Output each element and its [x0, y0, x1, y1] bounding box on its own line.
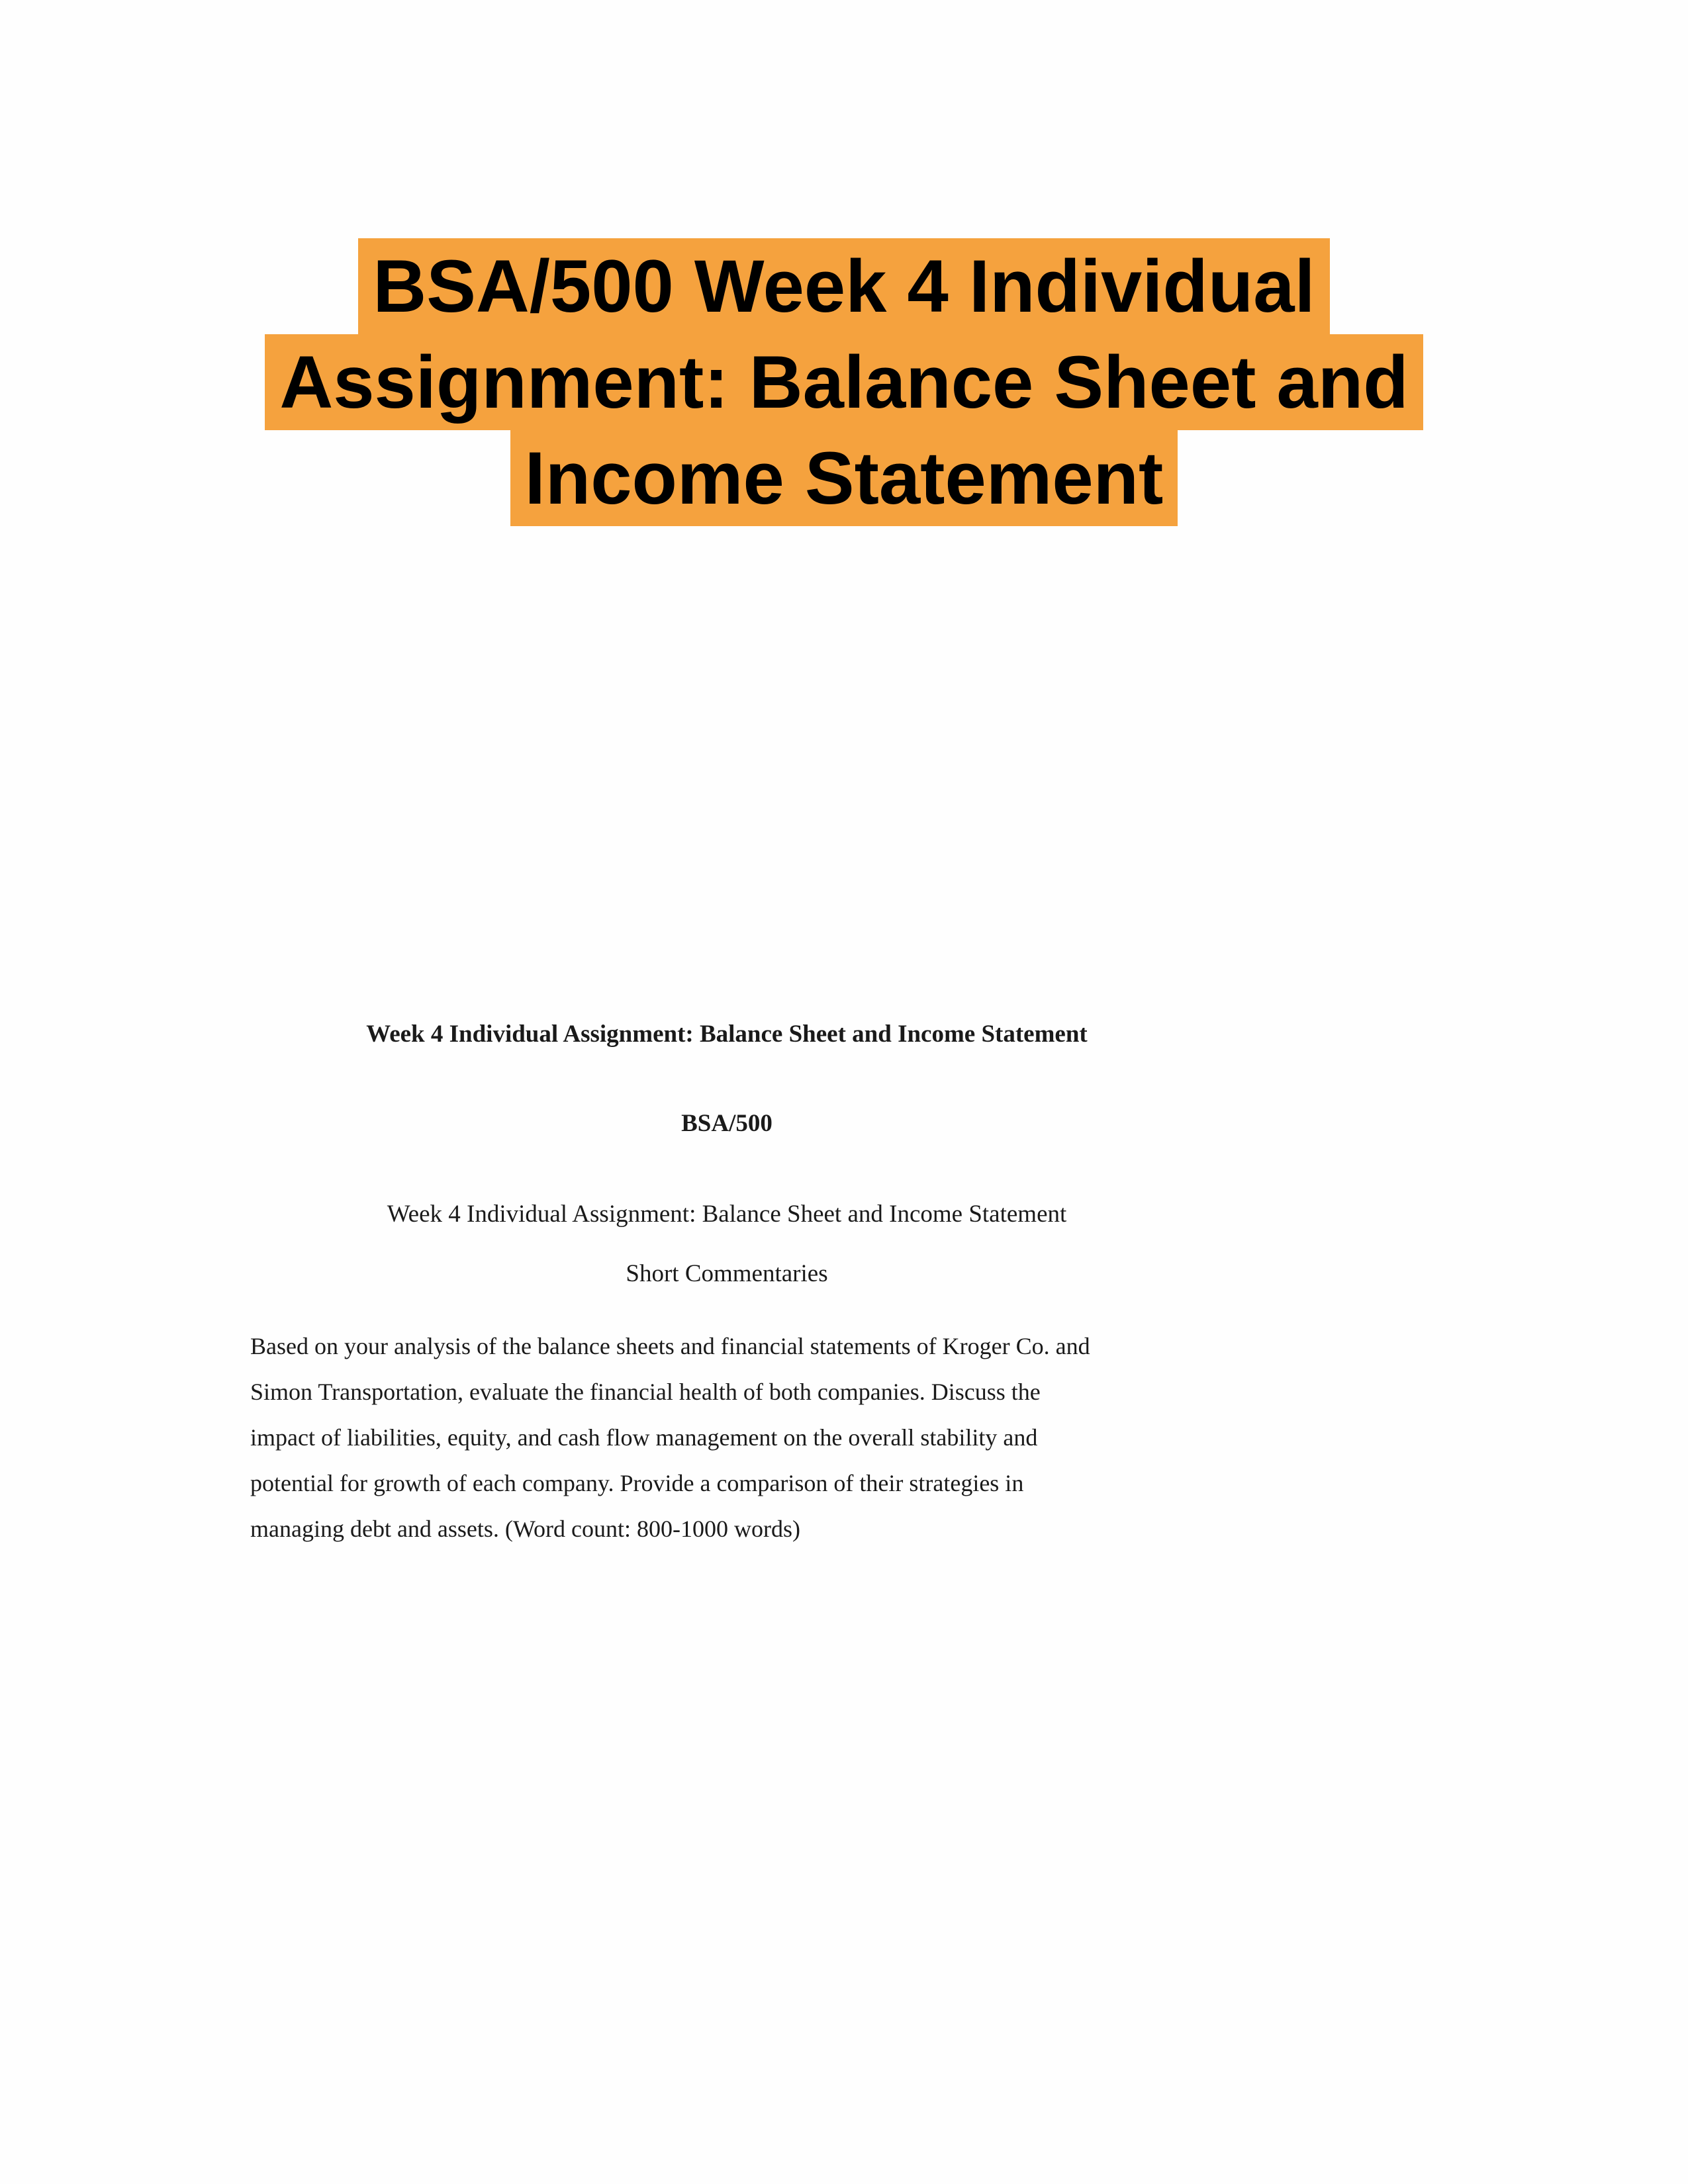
excerpt-subtitle: Week 4 Individual Assignment: Balance Sheet and Income Statement — [387, 1201, 1067, 1228]
section-label: Short Commentaries — [626, 1260, 828, 1287]
excerpt-heading: Week 4 Individual Assignment: Balance Sheet and Income Statement — [366, 1021, 1088, 1048]
highlighted-title-banner — [0, 238, 1688, 526]
body-line: Based on your analysis of the balance sheets and financial statements of Kroger Co. and — [250, 1333, 1090, 1359]
body-line: managing debt and assets. (Word count: 800-1000 words) — [250, 1516, 800, 1542]
body-line: impact of liabilities, equity, and cash flow management on the overall stability and — [250, 1424, 1038, 1451]
body-line: potential for growth of each company. Provide a comparison of their strategies in — [250, 1470, 1024, 1496]
course-code: BSA/500 — [681, 1110, 773, 1137]
body-line: Simon Transportation, evaluate the financial health of both companies. Discuss the — [250, 1379, 1041, 1405]
banner-title-line-3: Income Statement — [510, 430, 1178, 526]
banner-title-line-1: BSA/500 Week 4 Individual — [358, 238, 1329, 334]
excerpt-body — [250, 1324, 1203, 1552]
banner-title-line-2: Assignment: Balance Sheet and — [265, 334, 1423, 430]
